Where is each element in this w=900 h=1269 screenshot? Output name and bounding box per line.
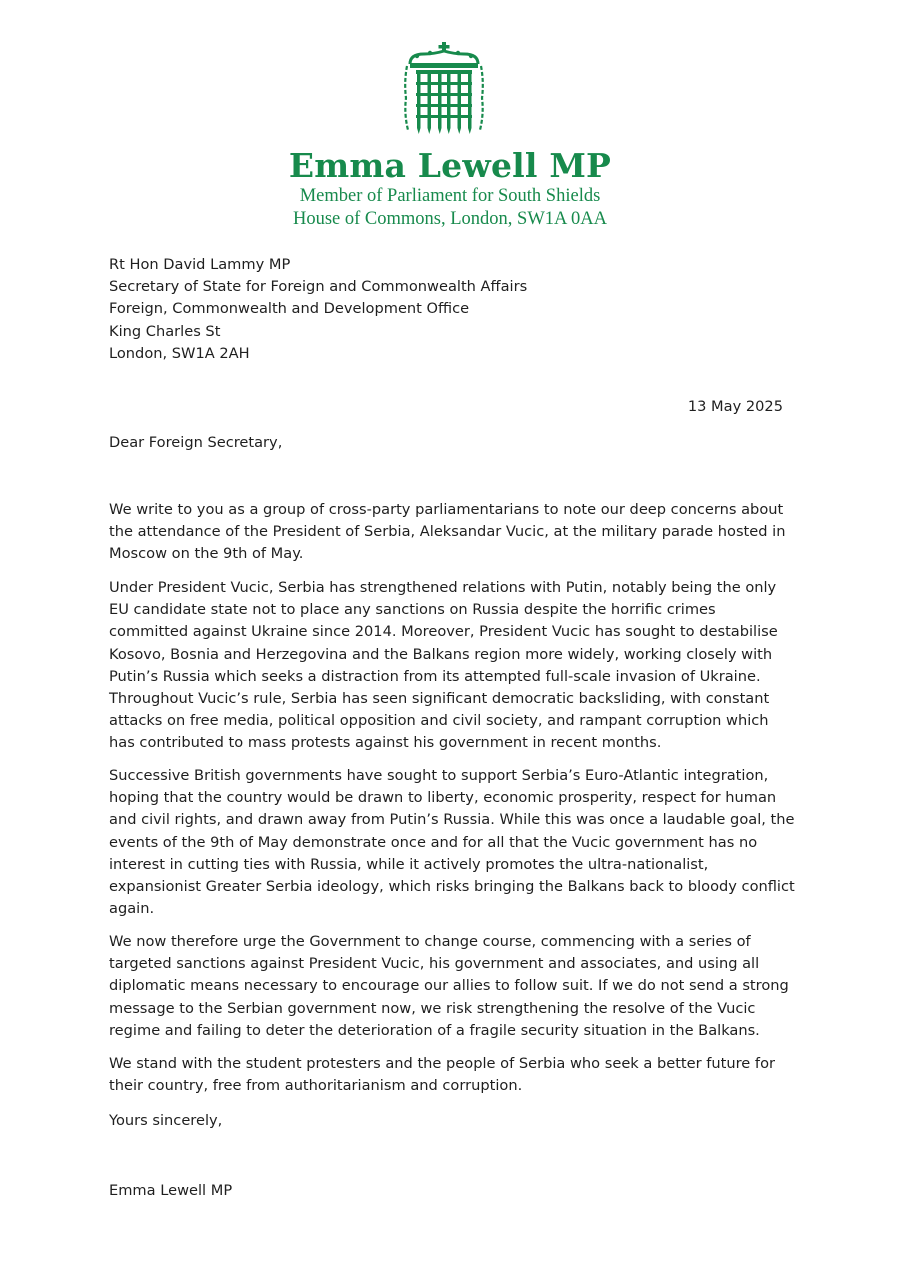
- letterhead-address: House of Commons, London, SW1A 0AA: [293, 209, 607, 229]
- recipient-line: London, SW1A 2AH: [109, 344, 250, 362]
- recipient-address: [109, 254, 629, 365]
- letter-date: 13 May 2025: [687, 398, 783, 415]
- body-paragraph: We write to you as a group of cross-party parliamentarians to note our deep concerns about the attendance of the President of Serbia, Aleksandar Vucic, at the military parade hosted in Moscow on the 9th of May.: [109, 501, 786, 563]
- recipient-line: Foreign, Commonwealth and Development Office: [109, 300, 470, 318]
- body-paragraph: We stand with the student protesters and the people of Serbia who seek a better future for their country, free from authoritarianism and corruption.: [109, 1055, 775, 1095]
- letterhead-constituency: Member of Parliament for South Shields: [299, 186, 601, 206]
- salutation: Dear Foreign Secretary,: [109, 434, 283, 451]
- portcullis-crest-icon: [402, 42, 486, 134]
- signature-name: Emma Lewell MP: [109, 1182, 233, 1199]
- recipient-line: Rt Hon David Lammy MP: [109, 256, 291, 273]
- letterhead-name: Emma Lewell MP: [288, 146, 612, 185]
- body-paragraph: Under President Vucic, Serbia has strengthened relations with Putin, notably being the only EU candidate state not to place any sanctions on Russia despite the horrific crimes committed against Ukraine since 2014. Moreover, President Vucic has sought to destabilise Kosovo, Bosnia and Herzegovina and the Balkans region more widely, working closely with Putin’s Russia which seeks a distraction from its attempted full-scale invasion of Ukraine. Throughout Vucic’s rule, Serbia has seen significant democratic backsliding, with constant attacks on free media, political opposition and civil society, and rampant corruption which has contributed to mass protests against his government in recent months.: [109, 579, 778, 752]
- recipient-line: Secretary of State for Foreign and Commonwealth Affairs: [109, 278, 528, 296]
- closing: Yours sincerely,: [109, 1112, 223, 1129]
- body-paragraph: Successive British governments have sought to support Serbia’s Euro-Atlantic integration, hoping that the country would be drawn to liberty, economic prosperity, respect for human and civil rights, and drawn away from Putin’s Russia. While this was once a laudable goal, the events of the 9th of May demonstrate once and for all that the Vucic government has no interest in cutting ties with Russia, while it actively promotes the ultra-nationalist, expansionist Greater Serbia ideology, which risks bringing the Balkans back to bloody conflict again.: [109, 767, 795, 918]
- recipient-line: King Charles St: [109, 322, 221, 340]
- body-paragraph: We now therefore urge the Government to change course, commencing with a series of targeted sanctions against President Vucic, his government and associates, and using all diplomatic means necessary to encourage our allies to follow suit. If we do not send a strong message to the Serbian government now, we risk strengthening the resolve of the Vucic regime and failing to deter the deterioration of a fragile security situation in the Balkans.: [109, 933, 789, 1039]
